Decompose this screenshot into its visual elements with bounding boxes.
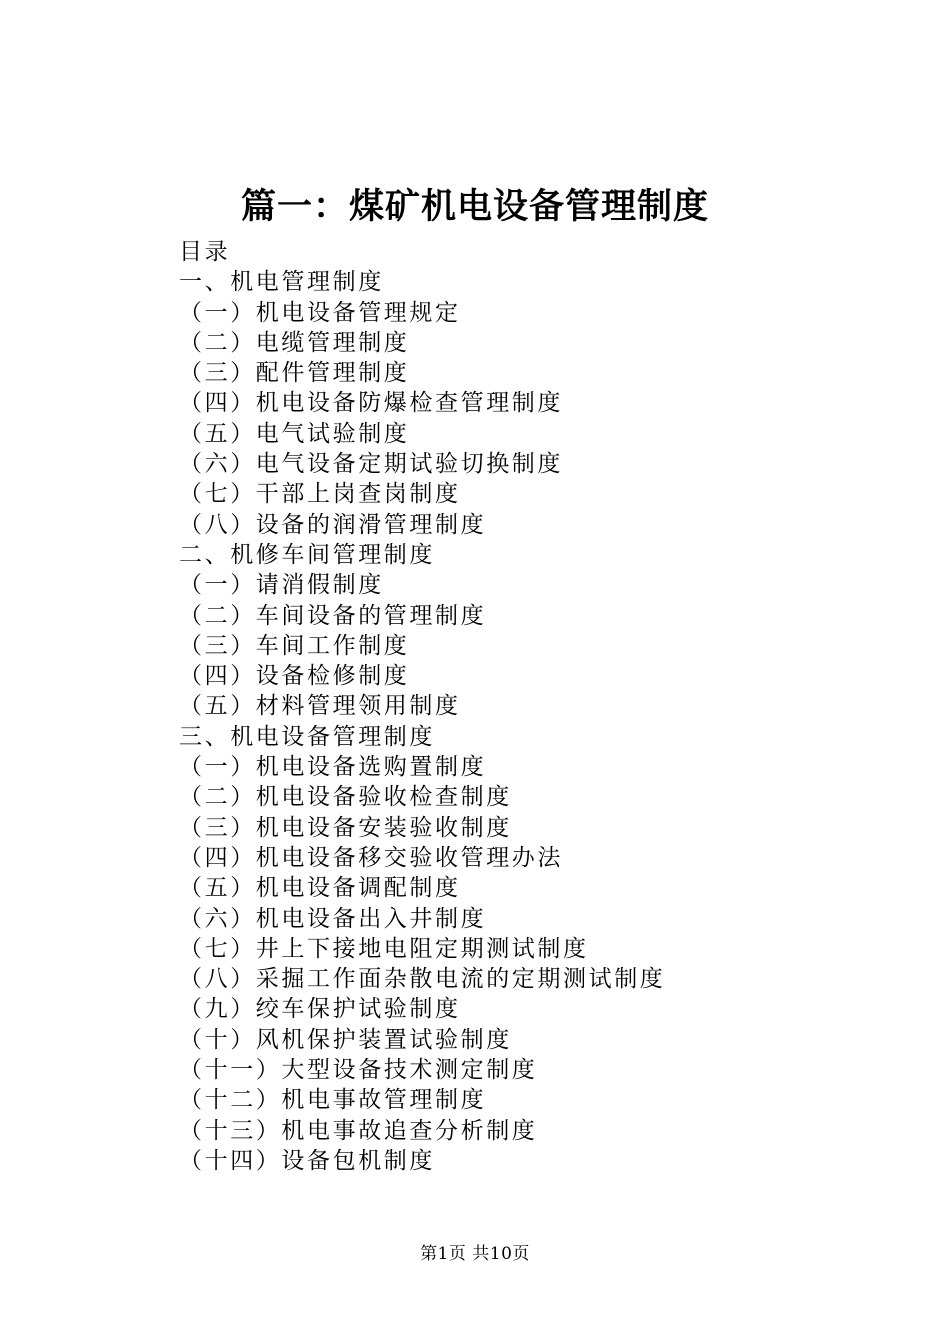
toc-item: （二）车间设备的管理制度 [179,602,487,629]
toc-item: （四）设备检修制度 [179,663,410,690]
toc-item: （一）请消假制度 [179,572,384,599]
toc-item: （四）机电设备防爆检查管理制度 [179,390,563,417]
toc-section: 二、机修车间管理制度 [179,541,435,568]
page-footer [0,1241,950,1267]
toc-item: （二）机电设备验收检查制度 [179,784,512,811]
toc-item: （六）电气设备定期试验切换制度 [179,451,563,478]
toc-item: （十一）大型设备技术测定制度 [179,1057,538,1084]
toc-item: （一）机电设备选购置制度 [179,754,487,781]
toc-section: 三、机电设备管理制度 [179,723,435,750]
toc-item: （十二）机电事故管理制度 [179,1087,487,1114]
toc-item: （一）机电设备管理规定 [179,299,461,326]
toc-item: （十）风机保护装置试验制度 [179,1026,512,1053]
toc-item: （十四）设备包机制度 [179,1147,435,1174]
toc-item: （七）干部上岗查岗制度 [179,481,461,508]
toc-item: （六）机电设备出入井制度 [179,905,487,932]
toc-section: 一、机电管理制度 [179,269,384,296]
toc-item: （九）绞车保护试验制度 [179,996,461,1023]
toc-item: （四）机电设备移交验收管理办法 [179,844,563,871]
toc-item: （十三）机电事故追查分析制度 [179,1117,538,1144]
toc-item: （八）采掘工作面杂散电流的定期测试制度 [179,966,666,993]
toc-item: （八）设备的润滑管理制度 [179,511,487,538]
toc-item: （二）电缆管理制度 [179,329,410,356]
toc-item: （三）机电设备安装验收制度 [179,814,512,841]
toc-item: （三）配件管理制度 [179,360,410,387]
table-of-contents [179,237,799,1176]
toc-item: （七）井上下接地电阻定期测试制度 [179,935,589,962]
document-title: 篇一：煤矿机电设备管理制度 [240,186,709,227]
toc-item: （五）材料管理领用制度 [179,693,461,720]
toc-item: （五）电气试验制度 [179,420,410,447]
page-number-label: 第1页 共10页 [420,1244,530,1264]
toc-item: （五）机电设备调配制度 [179,875,461,902]
toc-heading: 目录 [179,239,231,265]
toc-item: （三）车间工作制度 [179,632,410,659]
